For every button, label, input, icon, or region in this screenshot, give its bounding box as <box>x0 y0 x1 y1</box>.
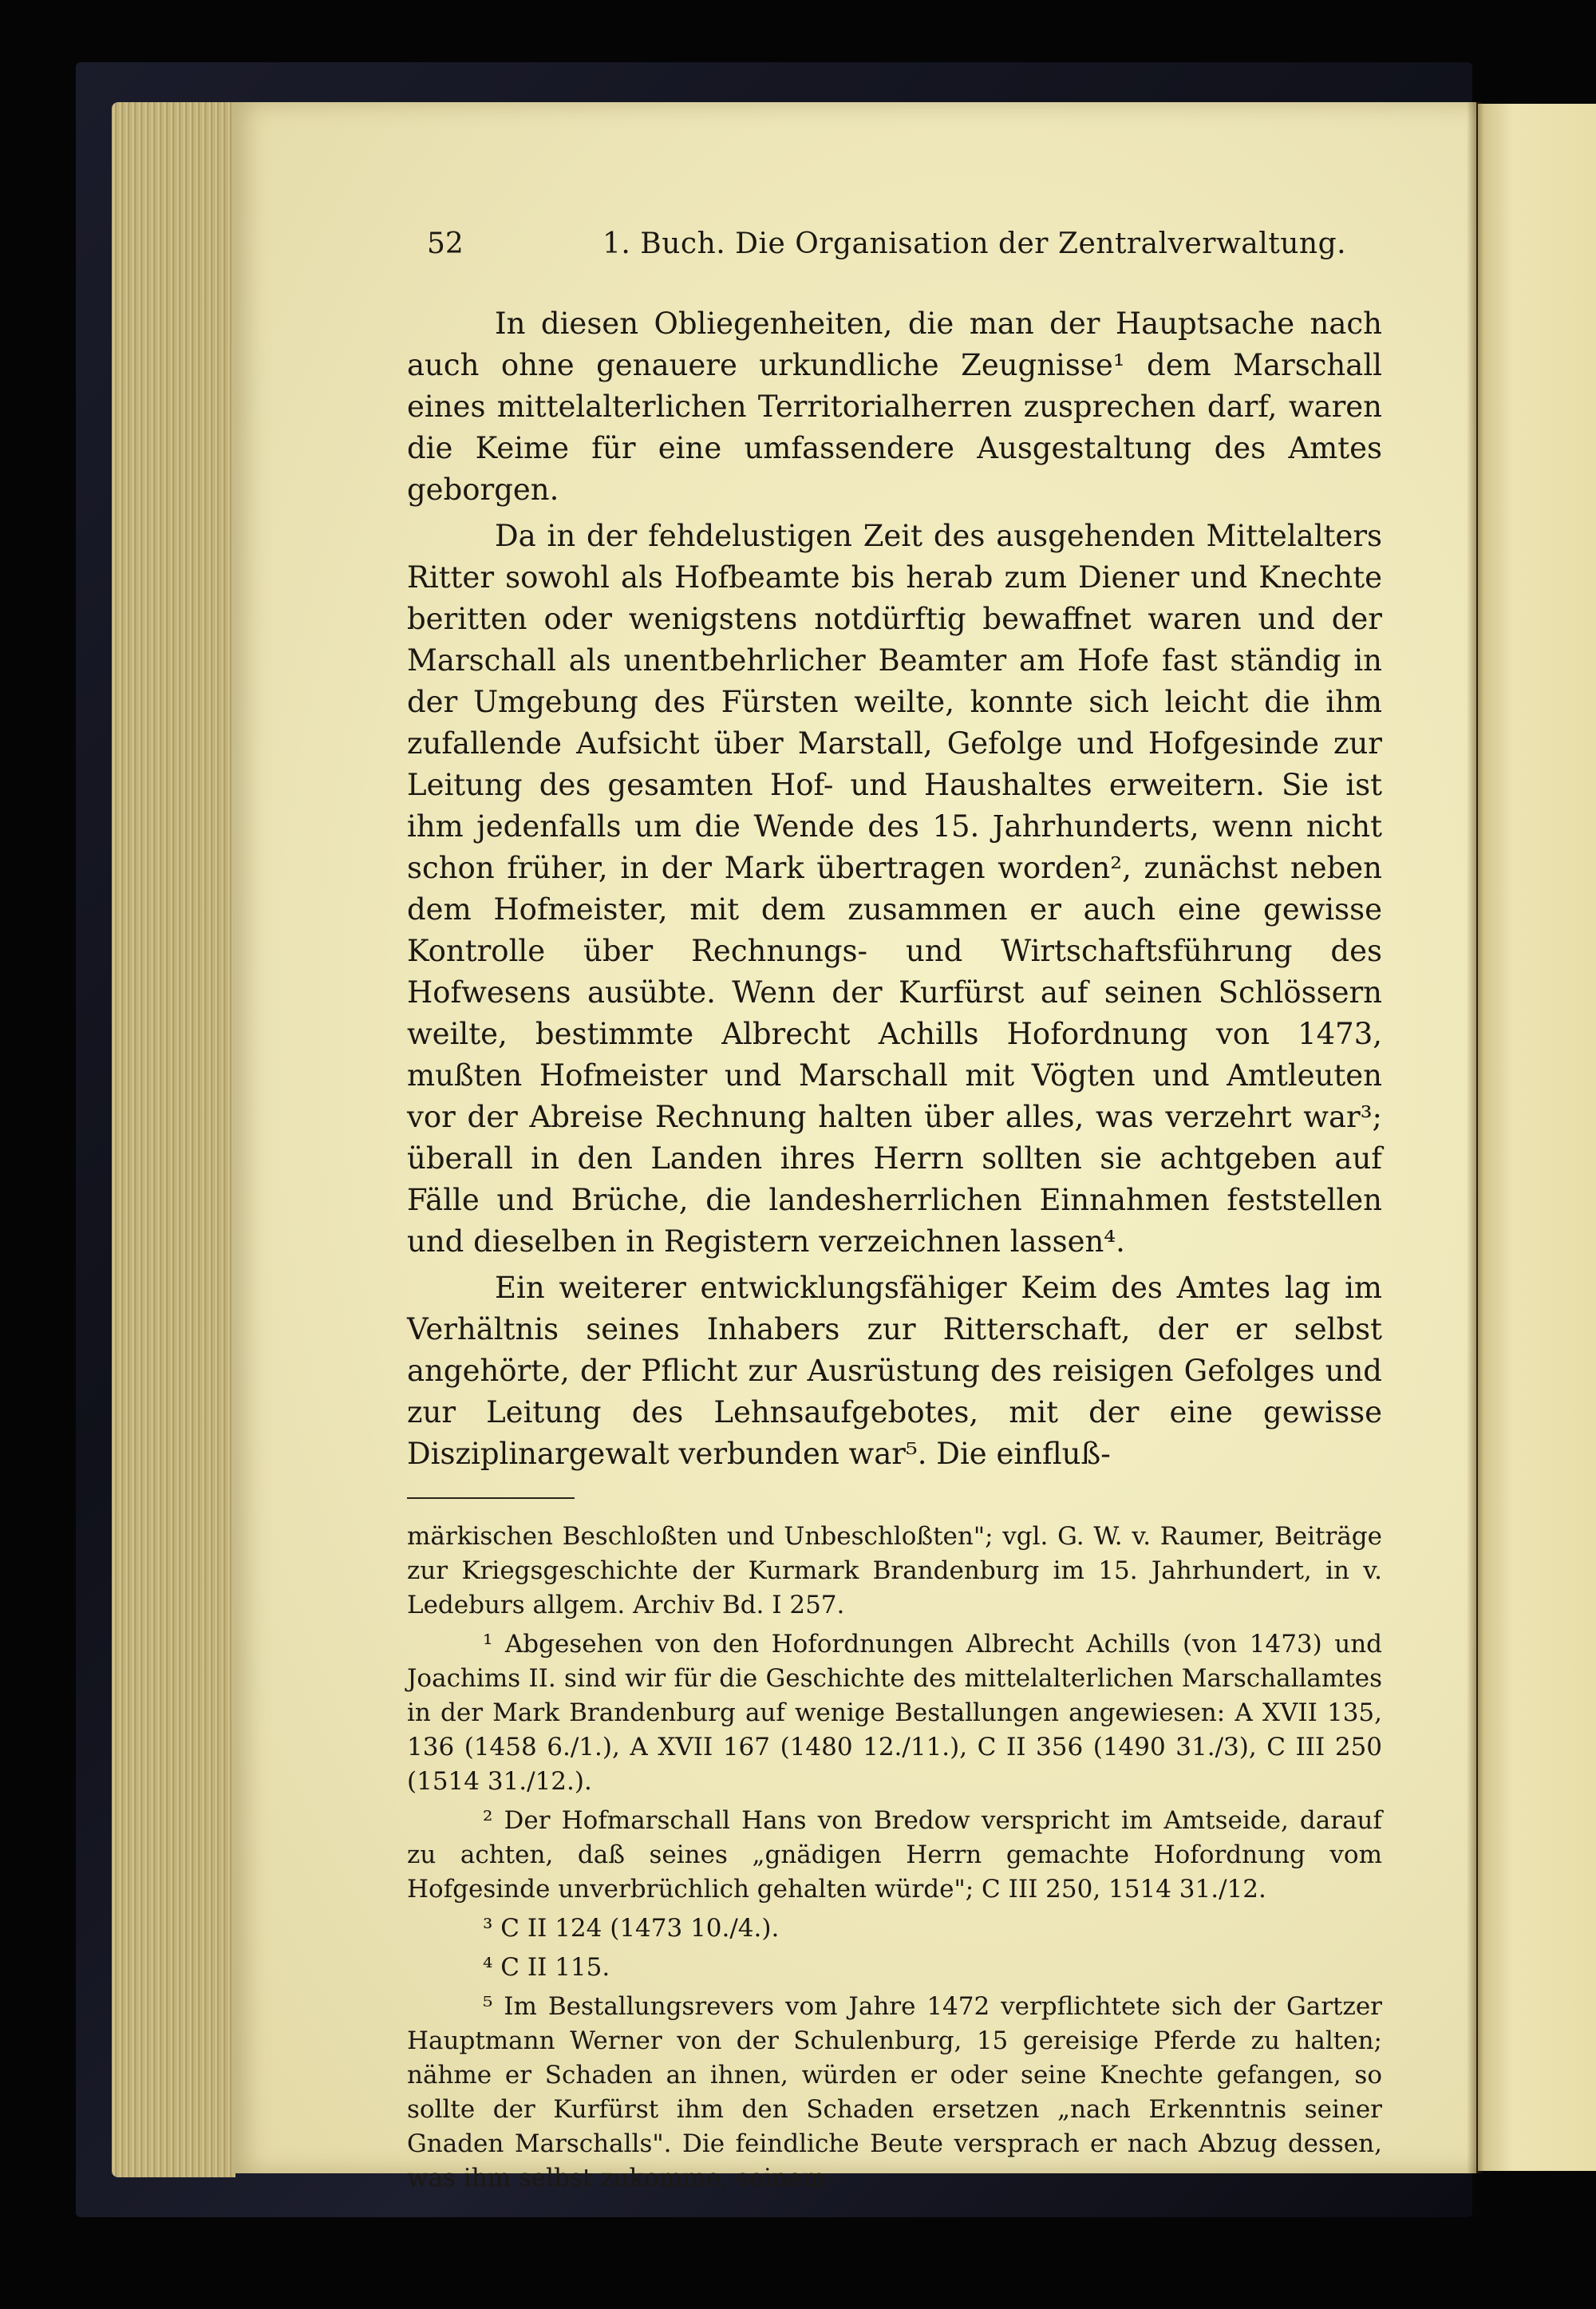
footnotes <box>407 1520 1382 2196</box>
footnote-continuation: märkischen Beschloßten und Unbeschloßten"; vgl. G. W. v. Raumer, Beiträge zur Kriegsgeschichte der Kurmark Brandenburg im 15. Jahrhundert, in v. Ledeburs allgem. Archiv Bd. I 257. <box>407 1522 1382 1619</box>
footnote-2: ² Der Hofmarschall Hans von Bredow verspricht im Amtseide, darauf zu achten, daß seines „gnädigen Herrn gemachte Hofordnung vom Hofgesinde unverbrüchlich gehalten würde"; C III 250, 1514 31./12. <box>407 1806 1382 1904</box>
running-title: 1. Buch. Die Organisation der Zentralverwaltung. <box>602 227 1347 260</box>
footnote-3: ³ C II 124 (1473 10./4.). <box>483 1914 780 1943</box>
footnote-4: ⁴ C II 115. <box>483 1953 610 1982</box>
paragraph-2: Da in der fehdelustigen Zeit des ausgehenden Mittelalters Ritter sowohl als Hofbeamte bis herab zum Diener und Knechte beritten oder wenigstens notdürftig bewaffnet waren und der Marschall als unentbehrlicher Beamter am Hofe fast ständig in der Umgebung des Fürsten weilte, konnte sich leicht die ihm zufallende Aufsicht über Marstall, Gefolge und Hofgesinde zur Leitung des gesamten Hof- und Haushaltes erweitern. Sie ist ihm jedenfalls um die Wende des 15. Jahrhunderts, wenn nicht schon früher, in der Mark übertragen worden², zunächst neben dem Hofmeister, mit dem zusammen er auch eine gewisse Kontrolle über Rechnungs- und Wirtschaftsführung des Hofwesens ausübte. Wenn der Kurfürst auf seinen Schlössern weilte, bestimmte Albrecht Achills Hofordnung von 1473, mußten Hofmeister und Marschall mit Vögten und Amtleuten vor der Abreise Rechnung halten über alles, was verzehrt war³; überall in den Landen ihres Herrn sollten sie achtgeben auf Fälle und Brüche, die landesherrlichen Einnahmen feststellen und dieselben in Registern verzeichnen lassen⁴. <box>407 519 1382 1259</box>
page-edges-stack <box>112 102 235 2177</box>
footnote-5: ⁵ Im Bestallungsrevers vom Jahre 1472 verpflichtete sich der Gartzer Hauptmann Werner von der Schulenburg, 15 gereisige Pferde zu halten; nähme er Schaden an ihnen, würden er oder seine Knechte gefangen, so sollte der Kurfürst ihm den Schaden ersetzen „nach Erkenntnis seiner Gnaden Marschalls". Die feindliche Beute versprach er nach Abzug dessen, was ihm selbst zukomme, seinem <box>407 1992 1382 2192</box>
footnote-1: ¹ Abgesehen von den Hofordnungen Albrecht Achills (von 1473) und Joachims II. sind wir für die Geschichte des mittelalterlichen Marschallamtes in der Mark Brandenburg auf wenige Bestallungen angewiesen: A XVII 135, 136 (1458 6./1.), A XVII 167 (1480 12./11.), C II 356 (1490 31./3), C III 250 (1514 31./12.). <box>407 1630 1382 1796</box>
gutter-shadow <box>1467 102 1484 2173</box>
facing-page-edge <box>1478 104 1596 2171</box>
body-text <box>407 303 1382 1475</box>
footnote-separator <box>407 1497 575 1499</box>
page-text-column <box>407 227 1382 2200</box>
running-header <box>407 227 1382 267</box>
page-number: 52 <box>427 227 464 260</box>
paragraph-1: In diesen Obliegenheiten, die man der Hauptsache nach auch ohne genauere urkundliche Zeugnisse¹ dem Marschall eines mittelalterlichen Territorialherren zusprechen darf, waren die Keime für eine umfassendere Ausgestaltung des Amtes geborgen. <box>407 306 1382 507</box>
paragraph-3: Ein weiterer entwicklungsfähiger Keim des Amtes lag im Verhältnis seines Inhabers zur Ritterschaft, der er selbst angehörte, der Pflicht zur Ausrüstung des reisigen Gefolges und zur Leitung des Lehnsaufgebotes, mit der eine gewisse Disziplinargewalt verbunden war⁵. Die einfluß- <box>407 1271 1382 1471</box>
